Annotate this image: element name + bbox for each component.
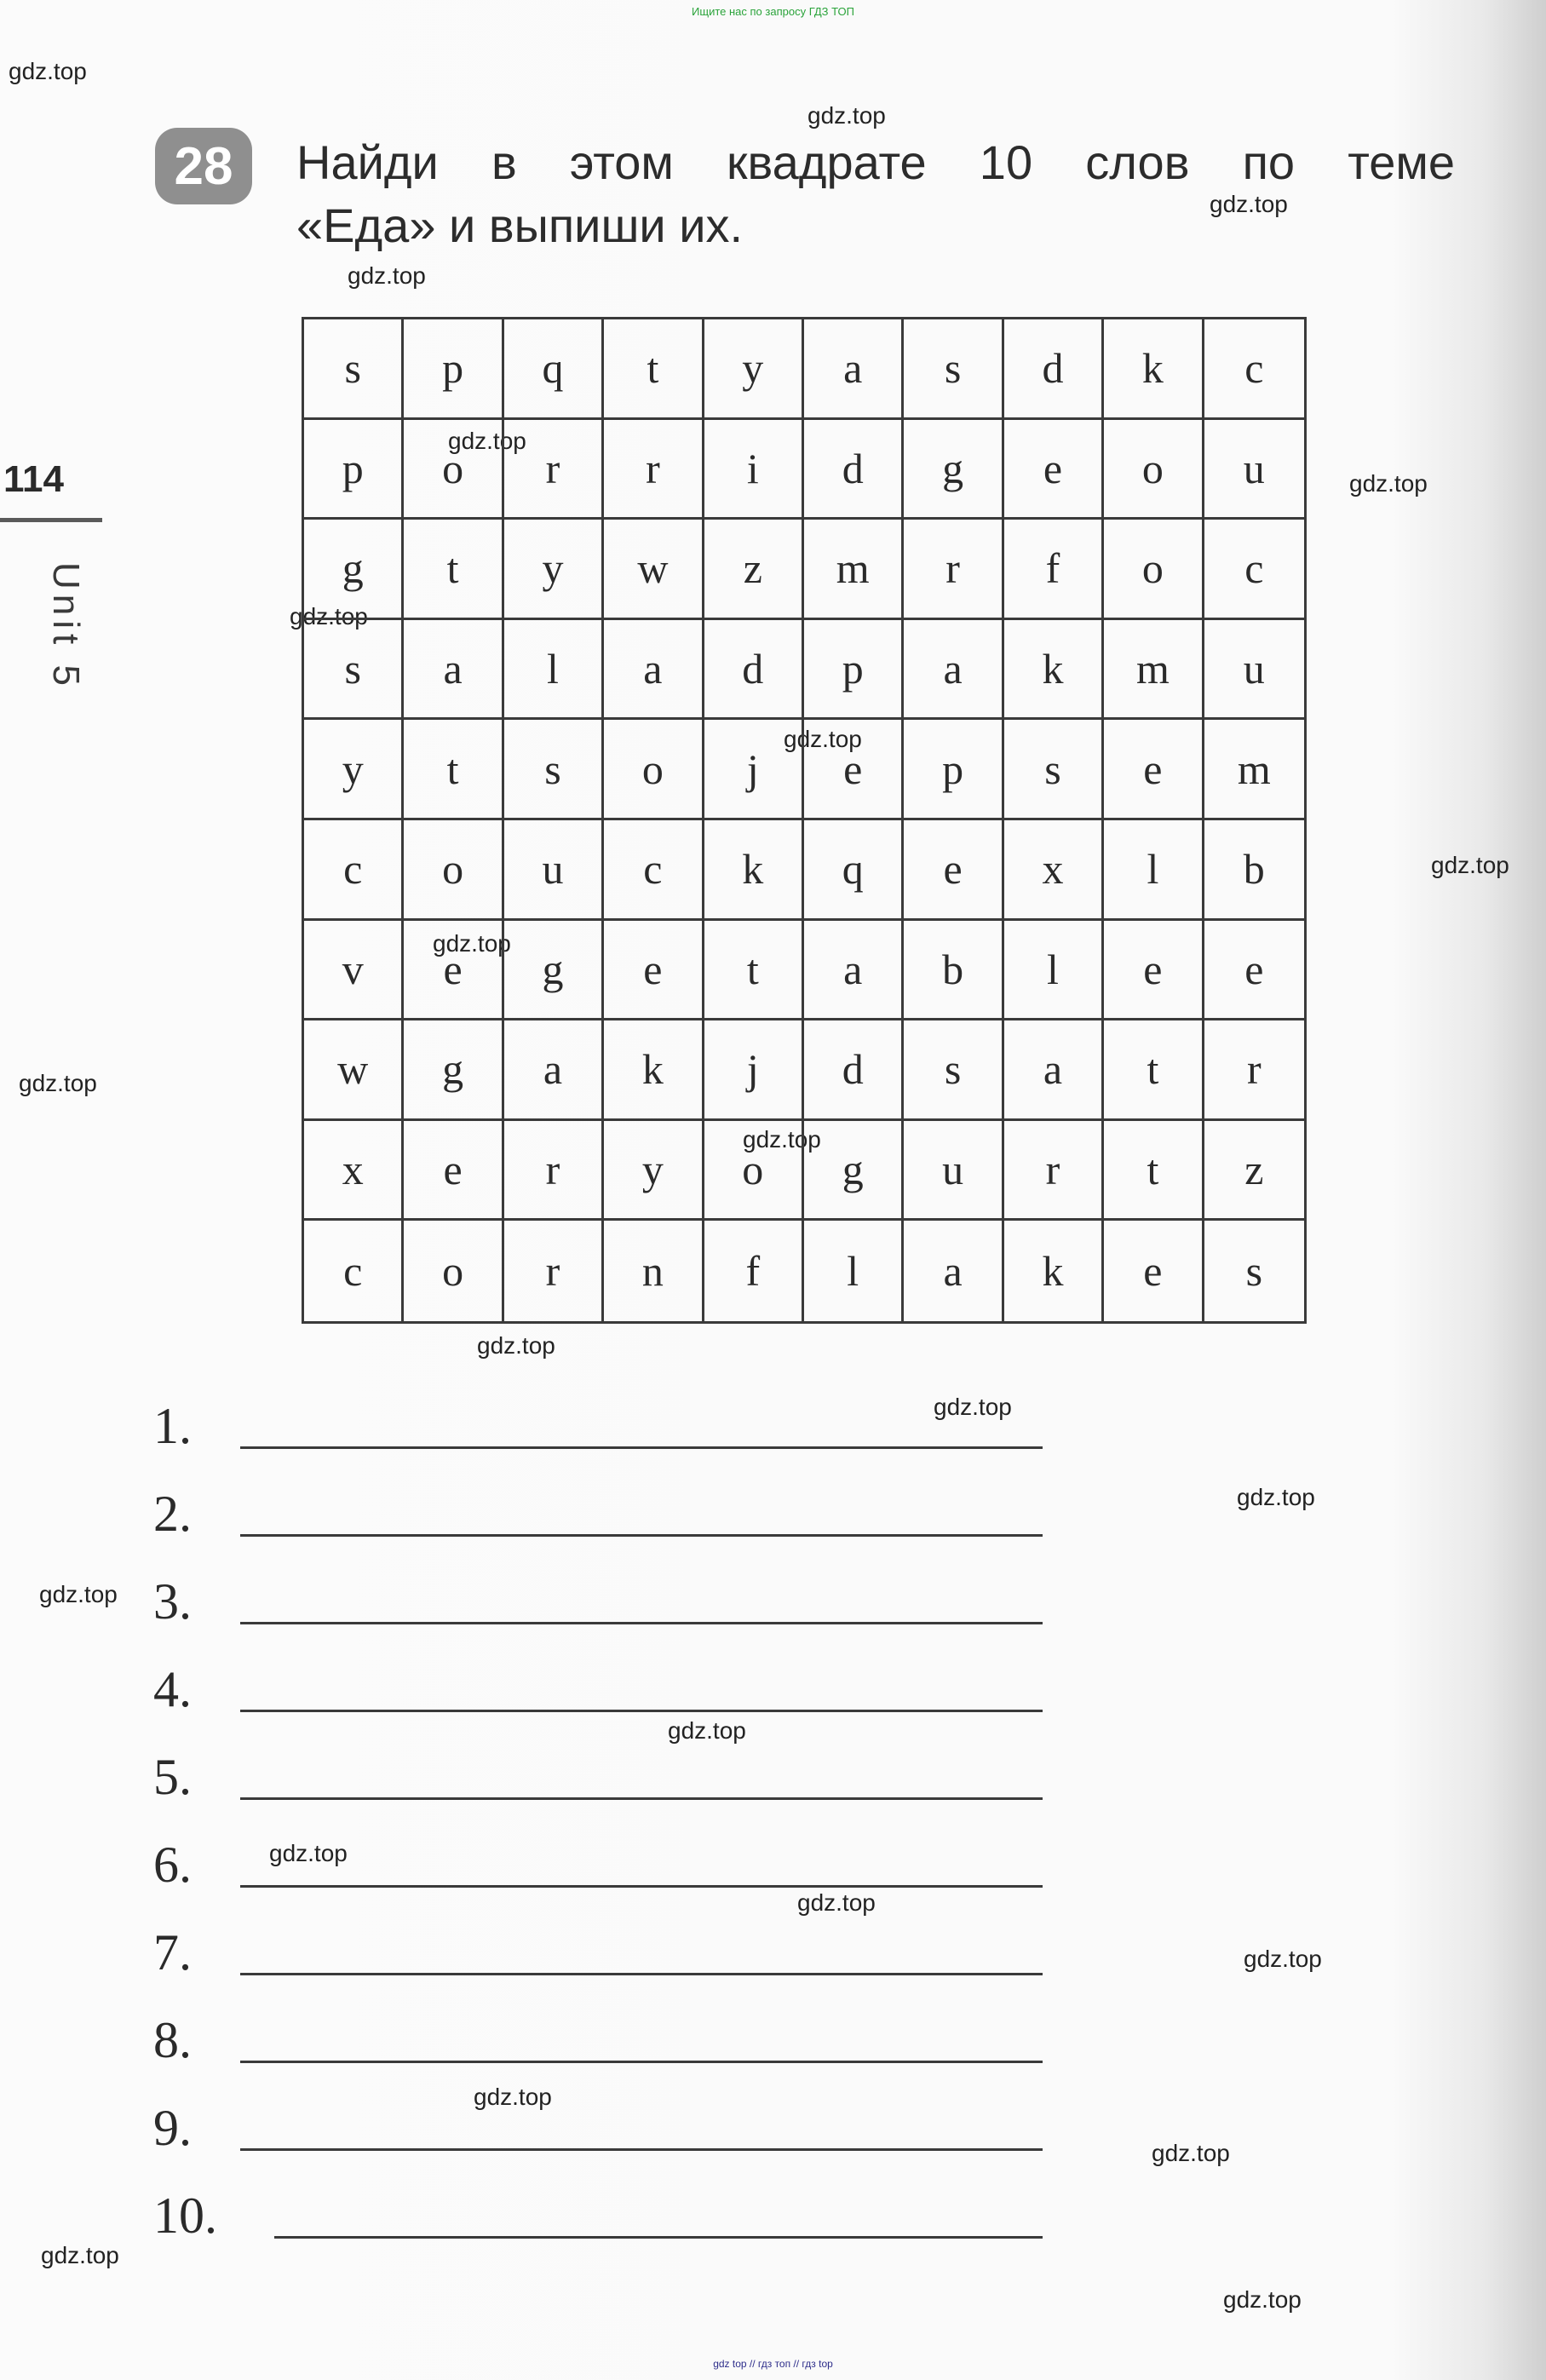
grid-cell: w [304, 1020, 404, 1121]
answer-number: 2. [153, 1486, 192, 1542]
grid-cell: b [904, 921, 1003, 1021]
grid-cell: e [904, 820, 1003, 921]
grid-cell: e [404, 921, 503, 1021]
grid-cell: k [1004, 620, 1104, 721]
unit-label: Unit 5 [45, 562, 87, 691]
answer-number: 3. [153, 1573, 192, 1630]
grid-cell: y [704, 319, 804, 420]
answer-blank-line[interactable] [240, 2148, 1043, 2151]
exercise-instruction-line2: «Еда» и выпиши их. [296, 198, 744, 252]
watermark: gdz.top [19, 1070, 97, 1096]
grid-cell: m [1104, 620, 1204, 721]
grid-cell: o [404, 1221, 503, 1321]
grid-cell: n [604, 1221, 704, 1321]
grid-cell: g [304, 520, 404, 620]
watermark: gdz.top [1237, 1484, 1315, 1510]
grid-cell: e [1204, 921, 1304, 1021]
watermark: gdz.top [668, 1717, 746, 1744]
watermark: gdz.top [477, 1332, 555, 1359]
grid-cell: g [904, 420, 1003, 520]
grid-cell: i [704, 420, 804, 520]
watermark: gdz.top [1244, 1946, 1322, 1972]
grid-cell: s [504, 720, 604, 820]
grid-cell: t [1104, 1121, 1204, 1222]
grid-cell: l [1104, 820, 1204, 921]
answer-blank-line[interactable] [240, 1973, 1043, 1975]
grid-cell: p [804, 620, 904, 721]
grid-cell: s [904, 1020, 1003, 1121]
grid-cell: k [1004, 1221, 1104, 1321]
grid-cell: g [804, 1121, 904, 1222]
grid-cell: e [404, 1121, 503, 1222]
grid-cell: a [804, 921, 904, 1021]
grid-cell: a [604, 620, 704, 721]
grid-cell: o [604, 720, 704, 820]
grid-cell: d [804, 1020, 904, 1121]
grid-cell: w [604, 520, 704, 620]
grid-cell: o [1104, 520, 1204, 620]
watermark: gdz.top [348, 262, 426, 289]
grid-cell: s [1004, 720, 1104, 820]
watermark: gdz.top [1210, 191, 1288, 217]
grid-cell: c [604, 820, 704, 921]
grid-cell: c [1204, 520, 1304, 620]
watermark: gdz.top [474, 2084, 552, 2110]
grid-cell: s [304, 319, 404, 420]
watermark: gdz.top [39, 1581, 118, 1607]
watermark: gdz.top [1152, 2140, 1230, 2166]
grid-cell: o [1104, 420, 1204, 520]
grid-cell: q [504, 319, 604, 420]
grid-cell: c [1204, 319, 1304, 420]
grid-cell: t [604, 319, 704, 420]
watermark: gdz.top [269, 1840, 348, 1866]
grid-cell: q [804, 820, 904, 921]
grid-cell: o [704, 1121, 804, 1222]
exercise-instruction-line1: Найди в этом квадрате 10 слов по теме [296, 135, 1455, 189]
grid-cell: l [804, 1221, 904, 1321]
grid-cell: l [1004, 921, 1104, 1021]
grid-cell: r [504, 1121, 604, 1222]
watermark: gdz.top [9, 58, 87, 84]
grid-cell: t [1104, 1020, 1204, 1121]
top-note: Ищите нас по запросу ГДЗ ТОП [692, 5, 854, 18]
answer-number: 5. [153, 1749, 192, 1805]
grid-cell: z [704, 520, 804, 620]
grid-cell: g [504, 921, 604, 1021]
grid-cell: j [704, 720, 804, 820]
grid-cell: s [904, 319, 1003, 420]
watermark: gdz.top [41, 2242, 119, 2268]
grid-cell: a [1004, 1020, 1104, 1121]
grid-cell: r [504, 1221, 604, 1321]
answer-blank-line[interactable] [240, 1797, 1043, 1800]
grid-cell: x [304, 1121, 404, 1222]
grid-cell: x [1004, 820, 1104, 921]
watermark: gdz.top [934, 1394, 1012, 1420]
grid-cell: u [904, 1121, 1003, 1222]
grid-cell: y [304, 720, 404, 820]
grid-cell: y [604, 1121, 704, 1222]
answer-blank-line[interactable] [240, 1885, 1043, 1888]
answer-number: 4. [153, 1661, 192, 1717]
grid-cell: p [404, 319, 503, 420]
watermark: gdz.top [784, 726, 862, 752]
grid-cell: e [1104, 720, 1204, 820]
grid-cell: t [404, 720, 503, 820]
page-number: 114 [3, 458, 64, 500]
grid-cell: f [1004, 520, 1104, 620]
grid-cell: e [604, 921, 704, 1021]
grid-cell: k [1104, 319, 1204, 420]
grid-cell: d [704, 620, 804, 721]
grid-cell: m [1204, 720, 1304, 820]
watermark: gdz.top [448, 428, 526, 454]
grid-cell: c [304, 1221, 404, 1321]
grid-cell: f [704, 1221, 804, 1321]
answer-blank-line[interactable] [274, 2236, 1043, 2239]
grid-cell: k [604, 1020, 704, 1121]
grid-cell: t [404, 520, 503, 620]
grid-cell: b [1204, 820, 1304, 921]
grid-cell: c [304, 820, 404, 921]
grid-cell: y [504, 520, 604, 620]
answer-blank-line[interactable] [240, 1622, 1043, 1624]
grid-cell: p [304, 420, 404, 520]
watermark: gdz.top [807, 102, 886, 129]
grid-cell: e [1004, 420, 1104, 520]
answer-blank-line[interactable] [240, 1534, 1043, 1537]
grid-cell: a [904, 1221, 1003, 1321]
grid-cell: r [1204, 1020, 1304, 1121]
grid-cell: d [804, 420, 904, 520]
grid-cell: a [804, 319, 904, 420]
grid-cell: j [704, 1020, 804, 1121]
grid-cell: u [1204, 620, 1304, 721]
word-search-grid [302, 317, 1307, 1324]
page-number-rule [0, 518, 102, 522]
grid-cell: d [1004, 319, 1104, 420]
grid-cell: m [804, 520, 904, 620]
grid-cell: z [1204, 1121, 1304, 1222]
grid-cell: l [504, 620, 604, 721]
grid-cell: e [1104, 1221, 1204, 1321]
watermark: gdz.top [1431, 852, 1509, 878]
exercise-number-badge: 28 [155, 128, 252, 204]
grid-cell: r [604, 420, 704, 520]
answer-blank-line[interactable] [240, 1710, 1043, 1712]
answer-number: 10. [153, 2187, 217, 2244]
grid-cell: e [804, 720, 904, 820]
grid-cell: r [1004, 1121, 1104, 1222]
grid-cell: o [404, 820, 503, 921]
watermark: gdz.top [433, 930, 511, 957]
grid-cell: a [404, 620, 503, 721]
grid-cell: r [904, 520, 1003, 620]
answer-number: 9. [153, 2100, 192, 2156]
grid-cell: a [504, 1020, 604, 1121]
answer-number: 7. [153, 1924, 192, 1980]
grid-cell: a [904, 620, 1003, 721]
grid-cell: o [404, 420, 503, 520]
answer-number: 6. [153, 1837, 192, 1893]
watermark: gdz.top [1349, 470, 1428, 497]
grid-cell: s [304, 620, 404, 721]
grid-cell: v [304, 921, 404, 1021]
answer-blank-line[interactable] [240, 1446, 1043, 1449]
grid-cell: e [1104, 921, 1204, 1021]
grid-cell: r [504, 420, 604, 520]
grid-cell: k [704, 820, 804, 921]
grid-cell: u [1204, 420, 1304, 520]
grid-cell: g [404, 1020, 503, 1121]
watermark: gdz.top [290, 603, 368, 629]
grid-cell: u [504, 820, 604, 921]
watermark: gdz.top [743, 1126, 821, 1153]
bottom-note: gdz top // гдз топ // гдз top [713, 2358, 833, 2370]
answer-number: 8. [153, 2012, 192, 2068]
answer-number: 1. [153, 1398, 192, 1454]
grid-cell: p [904, 720, 1003, 820]
grid-cell: s [1245, 1247, 1263, 1296]
watermark: gdz.top [797, 1889, 876, 1916]
answer-blank-line[interactable] [240, 2061, 1043, 2063]
watermark: gdz.top [1223, 2286, 1302, 2313]
grid-cell: t [704, 921, 804, 1021]
